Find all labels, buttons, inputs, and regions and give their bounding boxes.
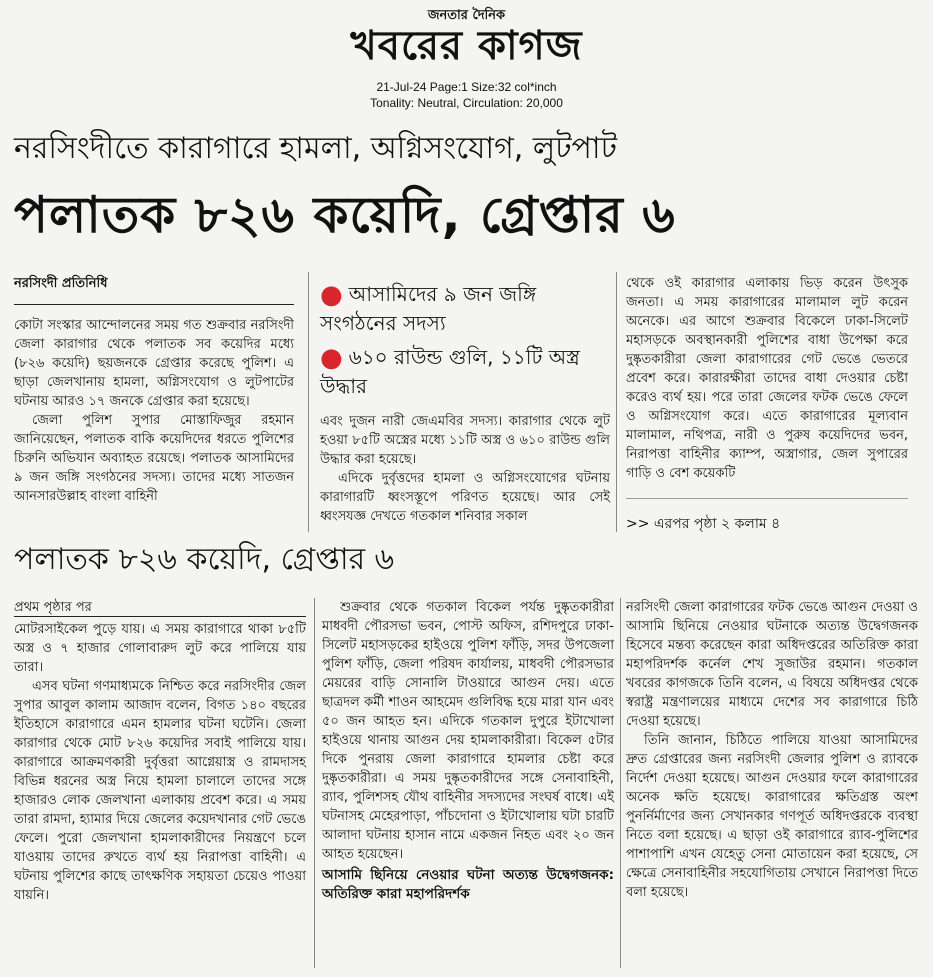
story-column-1: [14, 316, 294, 506]
byline-rule: [14, 304, 294, 305]
jump-col3-para-2: তিনি জানান, চিঠিতে পালিয়ে যাওয়া আসামিদের দ্রুত গ্রেপ্তারের জন্য নরসিংদী জেলার পুলিশ ও র‍্যাবকে নির্দেশ দেওয়া হয়েছে। আগুন দেওয়ার ফলে কারাগারের অনেক ক্ষতি হয়েছে। কারাগারের ক্ষতিগ্রস্ত অংশ পুনর্নির্মাণের জন্য সেখানকার গণপূর্ত অধিদপ্তরকে ব্যবস্থা নিতে বলা হয়েছে। এ ছাড়া ওই কারাগারে র‍্যাব-পুলিশের পাশাপাশি এখন যেহেতু সেনা মোতায়েন করা হয়েছে, সে ক্ষেত্রে সেনাবাহিনীর সহযোগিতায় সেখানে নিরাপত্তা দিতে বলা হয়েছে।: [626, 733, 918, 900]
jump-col2-subhead: আসামি ছিনিয়ে নেওয়ার ঘটনা অত্যন্ত উদ্বেগজনক: অতিরিক্ত কারা মহাপরিদর্শক: [322, 867, 614, 902]
highlight-item: ● আসামিদের ৯ জন জঙ্গি সংগঠনের সদস্য: [320, 280, 537, 335]
jump-headline: পলাতক ৮২৬ কয়েদি, গ্রেপ্তার ৬: [14, 542, 395, 577]
jump-from-rule: [14, 616, 306, 617]
bullet-dot-icon: ●: [320, 280, 343, 310]
jump-column-2: [322, 598, 614, 904]
story-column-3: [626, 274, 908, 483]
bullet-dot-icon: ●: [320, 343, 343, 373]
story-headline: পলাতক ৮২৬ কয়েদি, গ্রেপ্তার ৬: [14, 186, 676, 244]
story-col1-para-1: কোটা সংস্কার আন্দোলনের সময় গত শুক্রবার নরসিংদী জেলা কারাগার থেকে পলাতক সব কয়েদির মধ্যে (৮২৬ কয়েদি) ছয়জনকে গ্রেপ্তার করেছে পুলিশ। এ ছাড়া জেলখানায় হামলা, অগ্নিসংযোগ ও লুটপাটের ঘটনায় আরও ১৭ জনকে গ্রেপ্তার করা হয়েছে।: [14, 318, 294, 409]
jump-col1-para-2: এসব ঘটনা গণমাধ্যমকে নিশ্চিত করে নরসিংদীর জেল সুপার আবুল কালাম আজাদ বলেন, বিগত ১৪০ বছরের ইতিহাসে কারাগারে এমন হামলার ঘটনা ঘটেনি। জেলা কারাগার থেকে মোট ৮২৬ কয়েদির সবাই পালিয়ে যায়। কারাগারে আক্রমণকারী দুর্বৃত্তরা আগ্নেয়াস্ত্র ও রামদাসহ বিভিন্ন ধরনের অস্ত্র নিয়ে হামলা চালালে তাদের সঙ্গে হাজারও লোক জেলখানা এলাকায় প্রবেশ করে। এ সময় তারা রামদা, হ্যামার দিয়ে জেলের কয়েদখানার গেট ভেঙে ফেলে। পুরো জেলখানা হামলাকারীদের নিয়ন্ত্রণে চলে যাওয়ায় তাদের রুখতে ব্যর্থ হয় নিরাপত্তা বাহিনী। এ ঘটনায় পুলিশের কাছে তাৎক্ষণিক সহায়তা চেয়েও পাওয়া যায়নি।: [14, 679, 306, 903]
story-col3-para-1: থেকে ওই কারাগার এলাকায় ভিড় করেন উৎসুক জনতা। এ সময় কারাগারের মালামাল লুট করেন অনেকে। এর আগে শুক্রবার বিকেলে ঢাকা-সিলেট মহাসড়কে অবস্থানকারী পুলিশের বাধা উপেক্ষা করে দুষ্কৃতকারীরা জেলা কারাগারের গেট ভেঙে ভেতরে প্রবেশ করে। কারারক্ষীরা তাদের বাধা দেওয়ার চেষ্টা করেও ব্যর্থ হয়। পরে তারা জেলের ফটক ভেঙে ফেলে ও অগ্নিসংযোগ করে। এতে কারাগারের মূল্যবান মালামাল, নথিপত্র, নারী ও পুরুষ কয়েদিদের ভবন, নিরাপত্তা বাহিনীর ক্যাম্প, অস্ত্রাগার, জেল সুপারের গাড়ি ও বেশ কয়েকটি: [626, 276, 908, 481]
story-col2-para-2: এদিকে দুর্বৃত্তদের হামলা ও অগ্নিসংযোগের ঘটনায় কারাগারটি ধ্বংসস্তূপে পরিণত হয়েছে। আর সেই ধ্বংসযজ্ঞ দেখতে গতকাল শনিবার সকাল: [320, 471, 610, 524]
highlight-item: ● ৬১০ রাউন্ড গুলি, ১১টি অস্ত্র উদ্ধার: [320, 343, 580, 398]
clip-meta-line-1: 21-Jul-24 Page:1 Size:32 col*inch: [376, 80, 557, 94]
column-divider: [620, 598, 621, 968]
story-kicker: নরসিংদীতে কারাগারে হামলা, অগ্নিসংযোগ, লুটপাট: [14, 131, 617, 166]
jump-column-1: [14, 620, 306, 905]
story-highlights: [320, 280, 610, 400]
column-divider: [308, 272, 309, 532]
column-divider: [616, 272, 617, 532]
jump-col3-para-1: নরসিংদী জেলা কারাগারের ফটক ভেঙে আগুন দেওয়া ও আসামি ছিনিয়ে নেওয়ার ঘটনাকে অত্যন্ত উদ্বেগজনক হিসেবে মন্তব্য করেছেন কারা অধিদপ্তরের অতিরিক্ত কারা মহাপরিদর্শক কর্নেল শেখ সুজাউর রহমান। গতকাল খবরের কাগজকে তিনি বলেন, এ বিষয়ে অধিদপ্তর থেকে স্বরাষ্ট্র মন্ত্রণালয়ের মাধ্যমে দেশের সব কারাগারে চিঠি দেওয়া হয়েছে।: [626, 600, 918, 729]
continued-on-page: >> এরপর পৃষ্ঠা ২ কলাম ৪: [626, 516, 781, 532]
story-byline: নরসিংদী প্রতিনিধি: [14, 276, 108, 291]
masthead-tagline: জনতার দৈনিক: [427, 8, 506, 23]
jump-column-3: [626, 598, 918, 902]
story-column-2: [320, 412, 610, 526]
jump-col1-para-1: মোটরসাইকেল পুড়ে যায়। এ সময় কারাগারে থাকা ৮৫টি অস্ত্র ও ৭ হাজার গোলাবারুদ লুট করে পালিয়ে যায় তারা।: [14, 622, 306, 675]
jump-from-label: প্রথম পৃষ্ঠার পর: [14, 600, 92, 615]
masthead-logo: খবরের কাগজ: [350, 23, 583, 69]
story-col2-para-1: এবং দুজন নারী জেএমবির সদস্য। কারাগার থেকে লুট হওয়া ৮৫টি অস্ত্রের মধ্যে ১১টি অস্ত্র ও ৬১০ রাউন্ড গুলি উদ্ধার করা হয়েছে।: [320, 414, 610, 467]
jump-col2-para-1: শুক্রবার থেকে গতকাল বিকেল পর্যন্ত দুষ্কৃতকারীরা মাধবদী পৌরসভা ভবন, পোস্ট অফিস, রশিদপুরে ঢাকা-সিলেট মহাসড়কের হাইওয়ে পুলিশ ফাঁড়ি, সদর উপজেলা পুলিশ ফাঁড়ি, জেলা পরিষদ কার্যালয়, মাধবদী পৌরসভার মেয়রের বাড়ি সোনালি টাওয়ারে আগুন দেয়। এতে ছাত্রদল কর্মী শাওন আহমেদ গুলিবিদ্ধ হয়ে মারা যান এবং ৫০ জন আহত হন। এদিকে গতকাল দুপুরে ইটাখোলা হাইওয়ে থানায় আগুন দেয় হামলাকারীরা। বিকেল ৫টার দিকে পুনরায় জেলা কারাগারে হামলার চেষ্টা করে দুষ্কৃতকারীরা। এ সময় দুষ্কৃতকারীদের সঙ্গে সেনাবাহিনী, র‍্যাব, পুলিশসহ যৌথ বাহিনীর সদস্যদের সংঘর্ষ বাধে। এই ঘটনাসহ মেহেরপাড়া, পাঁচদোনা ও ইটাখোলায় ঘটা চারটি আলাদা ঘটনায় হাসান নামে একজন নিহত এবং ২০ জন আহত হয়েছেন।: [322, 600, 614, 862]
continued-rule: [626, 498, 908, 499]
column-divider: [314, 598, 315, 968]
story-col1-para-2: জেলা পুলিশ সুপার মোস্তাফিজুর রহমান জানিয়েছেন, পলাতক বাকি কয়েদিদের ধরতে পুলিশের চিরুনি অভিযান অব্যাহত রয়েছে। পলাতক আসামিদের ৯ জন জঙ্গি সংগঠনের সদস্য। তাদের মধ্যে সাতজন আনসারউল্লাহ বাংলা বাহিনী: [14, 413, 294, 504]
clip-meta-line-2: Tonality: Neutral, Circulation: 20,000: [370, 96, 563, 110]
